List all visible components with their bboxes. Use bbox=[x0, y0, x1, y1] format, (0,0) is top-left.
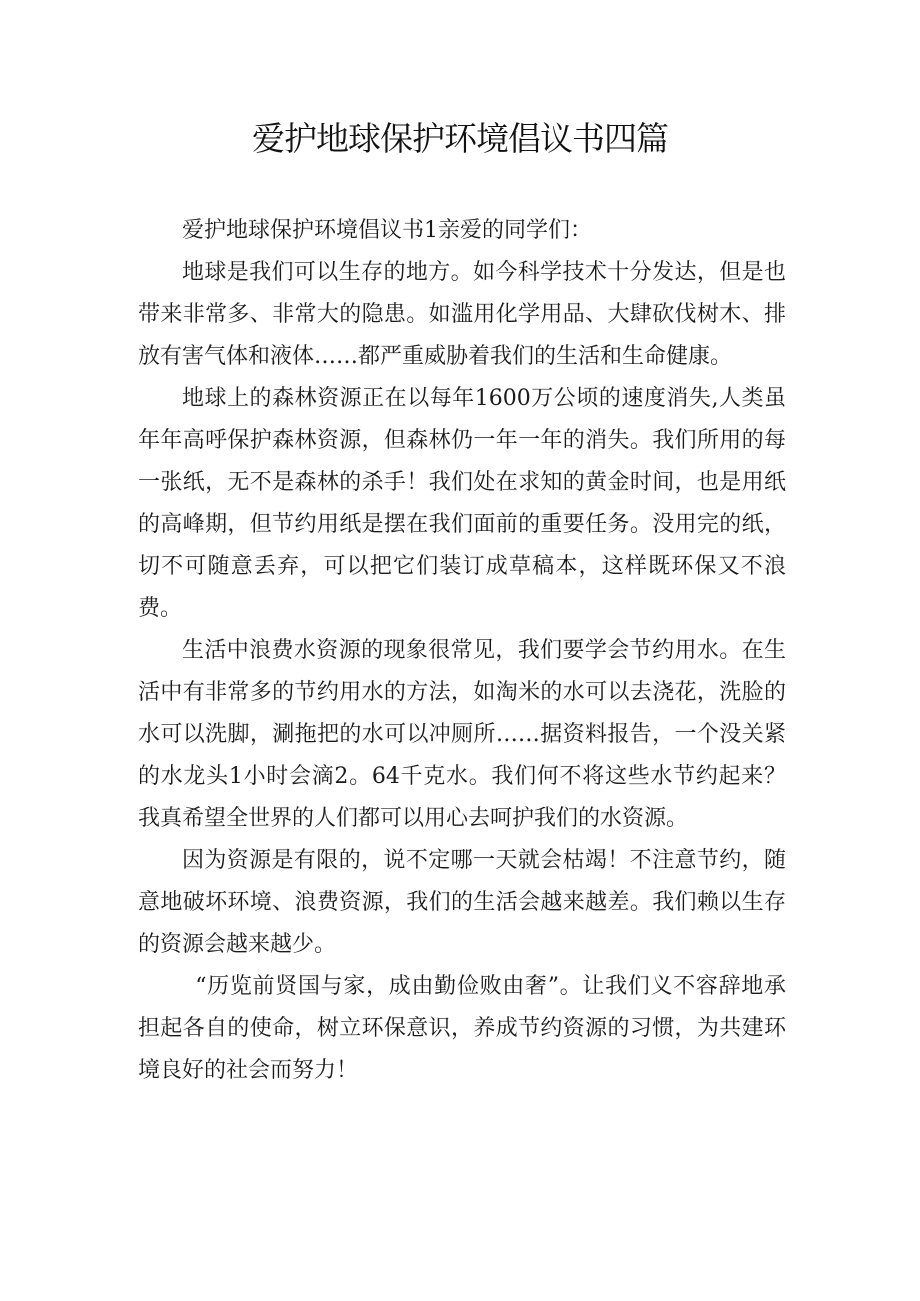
paragraph-forest-paper: 地球上的森林资源正在以每年1600万公顷的速度消失,人类虽年年高呼保护森林资源，但森林仍一年一年的消失。我们所用的每一张纸，无不是森林的杀手！我们处在求知的黄金时间，也是用纸的高峰期，但节约用纸是摆在我们面前的重要任务。没用完的纸，切不可随意丢弃，可以把它们装订成草稿本，这样既环保又不浪费。 bbox=[138, 386, 786, 621]
paragraph-salutation: 爱护地球保护环境倡议书1亲爱的同学们： bbox=[182, 218, 592, 243]
document-title: 爱护地球保护环境倡议书四篇 bbox=[252, 119, 668, 158]
paragraph-limited-resources: 因为资源是有限的，说不定哪一天就会枯竭！不注意节约，随意地破坏环境、浪费资源，我们的生活会越来越差。我们赖以生存的资源会越来越少。 bbox=[138, 848, 786, 957]
paragraph-closing-call: “历览前贤国与家，成由勤俭败由奢”。让我们义不容辞地承担起各自的使命，树立环保意识，养成节约资源的习惯，为共建环境良好的社会而努力！ bbox=[138, 974, 786, 1083]
paragraph-water-saving: 生活中浪费水资源的现象很常见，我们要学会节约用水。在生活中有非常多的节约用水的方法，如淘米的水可以去浇花，洗脸的水可以洗脚，涮拖把的水可以冲厕所……据资料报告，一个没关紧的水龙头1小时会滴2。64千克水。我们何不将这些水节约起来？我真希望全世界的人们都可以用心去呵护我们的水资源。 bbox=[138, 638, 786, 831]
document-body bbox=[138, 210, 786, 1092]
paragraph-earth-hazards: 地球是我们可以生存的地方。如今科学技术十分发达，但是也带来非常多、非常大的隐患。如滥用化学用品、大肆砍伐树木、排放有害气体和液体……都严重威胁着我们的生活和生命健康。 bbox=[138, 260, 786, 369]
